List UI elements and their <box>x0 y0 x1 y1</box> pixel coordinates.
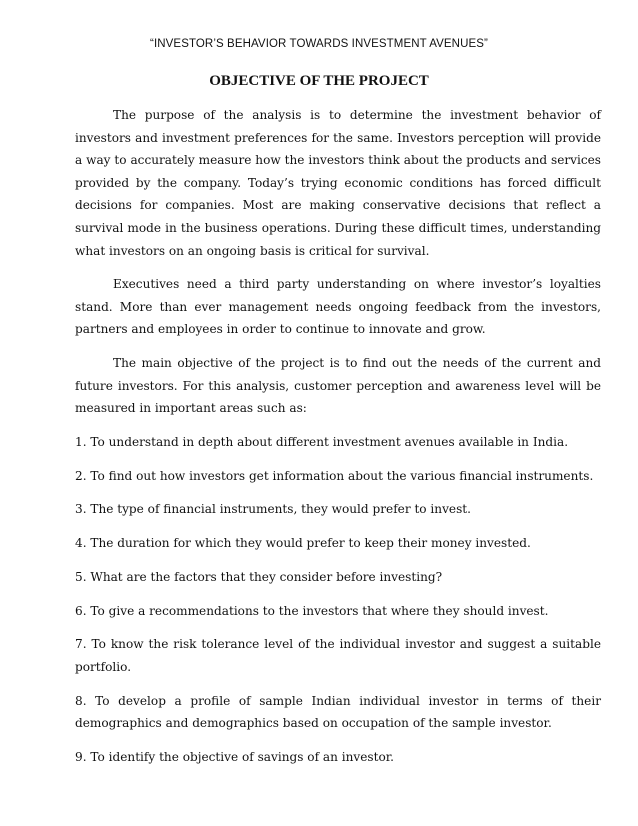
objective-item-7: 7. To know the risk tolerance level of the individual investor and suggest a suitable portfolio. <box>75 637 601 674</box>
running-header: “INVESTOR’S BEHAVIOR TOWARDS INVESTMENT AVENUES” <box>150 38 488 50</box>
objective-item-3: 3. The type of financial instruments, they would prefer to invest. <box>75 502 471 517</box>
paragraph-purpose: The purpose of the analysis is to determine the investment behavior of investors and investment preferences for the same. Investors perception will provide a way to accurately measure how the investors think about the products and services provided by the company. Today’s trying economic conditions has forced difficult decisions for companies. Most are making conservative decisions that reflect a survival mode in the business operations. During these difficult times, understanding what investors on an ongoing basis is critical for survival. <box>75 108 601 258</box>
paragraph-executives: Executives need a third party understanding on where investor’s loyalties stand. More than ever management needs ongoing feedback from the investors, partners and employees in order to continue to innovate and grow. <box>75 277 601 337</box>
objective-item-2: 2. To find out how investors get information about the various financial instruments. <box>75 468 594 483</box>
objective-item-1: 1. To understand in depth about different investment avenues available in India. <box>75 434 569 449</box>
objectives-list <box>75 431 601 769</box>
paragraph-main-objective: The main objective of the project is to find out the needs of the current and future investors. For this analysis, customer perception and awareness level will be measured in important areas such as: <box>75 355 601 416</box>
document-body <box>75 104 601 780</box>
objective-item-9: 9. To identify the objective of savings of an investor. <box>75 750 395 765</box>
objective-item-6: 6. To give a recommendations to the investors that where they should invest. <box>75 603 549 618</box>
objective-item-8: 8. To develop a profile of sample Indian individual investor in terms of their demographics and demographics based on occupation of the sample investor. <box>75 693 601 731</box>
page-title: OBJECTIVE OF THE PROJECT <box>209 73 429 89</box>
objective-item-4: 4. The duration for which they would prefer to keep their money invested. <box>75 536 531 551</box>
objective-item-5: 5. What are the factors that they consider before investing? <box>75 569 443 584</box>
